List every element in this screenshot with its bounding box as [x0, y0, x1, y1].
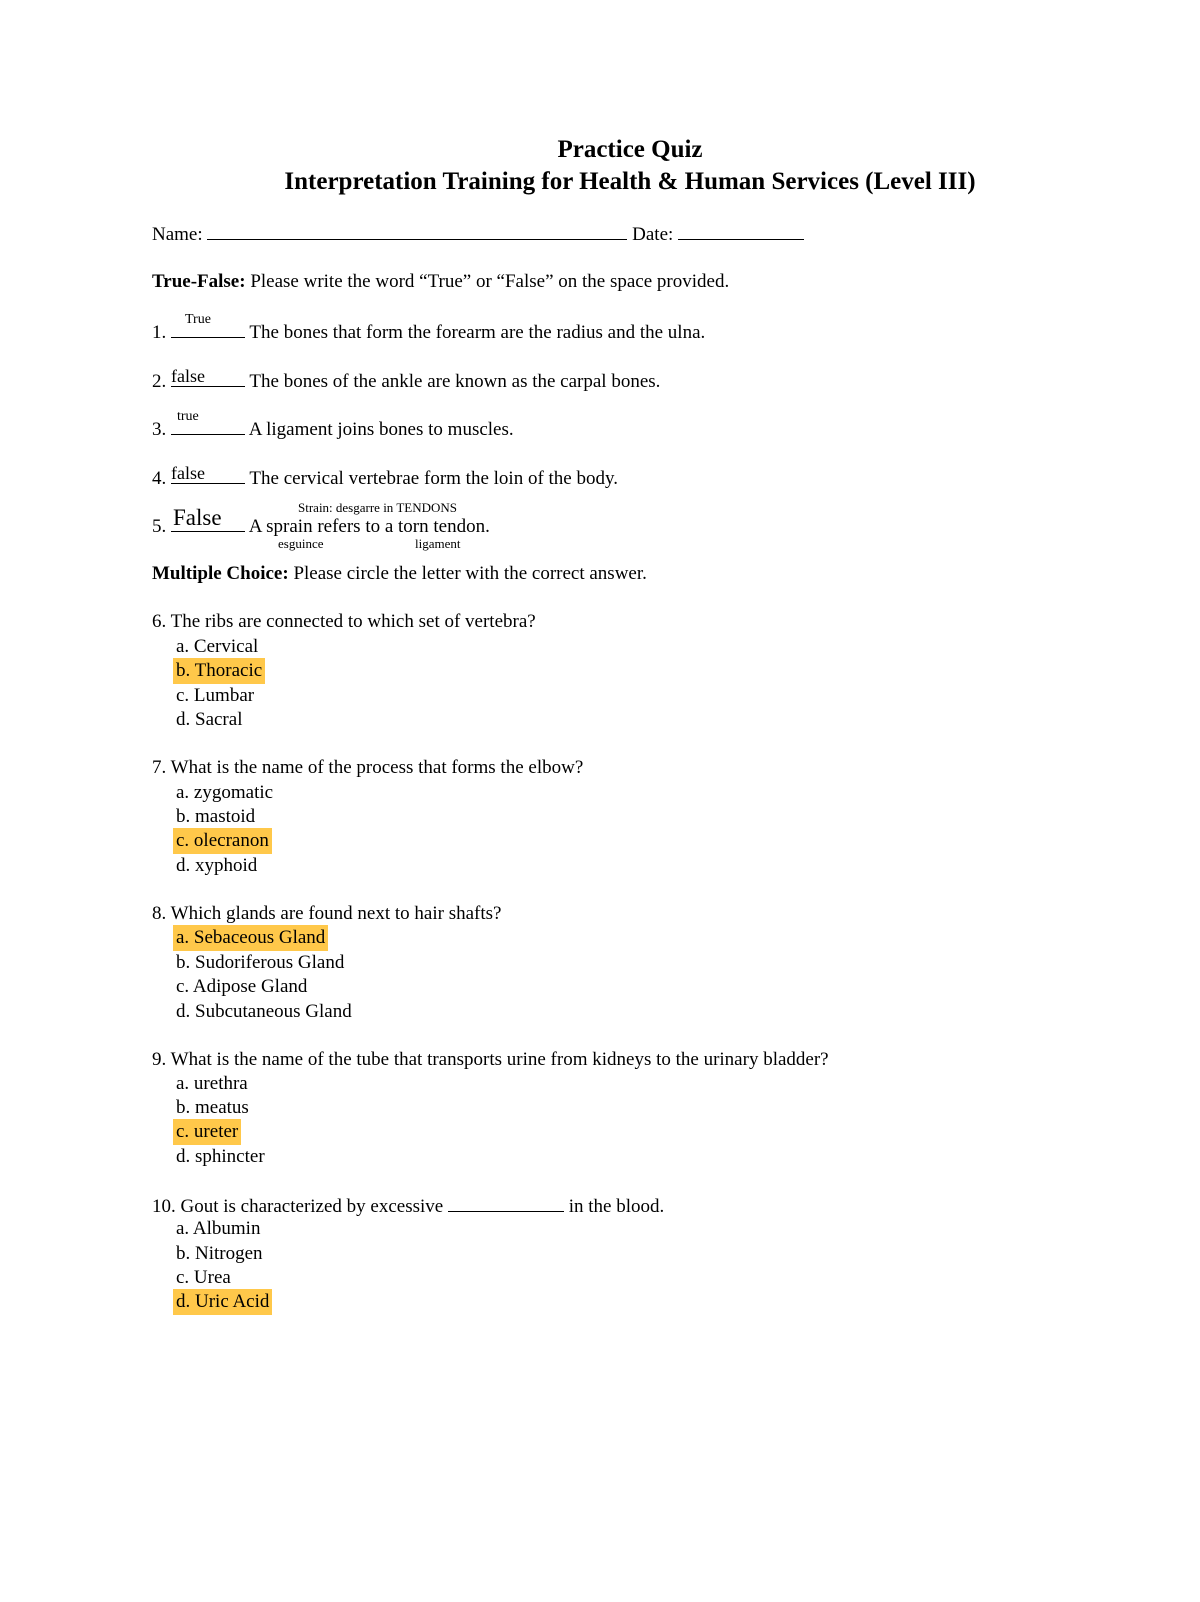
- tf-item-text: The bones of the ankle are known as the carpal bones.: [249, 371, 661, 392]
- name-field[interactable]: [207, 222, 627, 240]
- mc-option[interactable]: c. Lumbar: [176, 685, 255, 706]
- mc-option[interactable]: a. Cervical: [176, 636, 259, 657]
- tf-item-number: 1.: [152, 322, 167, 343]
- tf-item-text-c: refers to a torn: [317, 516, 429, 537]
- tf-answer: true: [177, 409, 199, 424]
- tf-item-1: [152, 312, 706, 344]
- date-field[interactable]: [678, 222, 804, 240]
- true-false-heading: True-False:: [152, 271, 246, 292]
- multiple-choice-instruction: Please circle the letter with the correct answer.: [293, 563, 647, 584]
- mc-question-blank[interactable]: [448, 1194, 564, 1212]
- mc-option-selected[interactable]: c. olecranon: [176, 830, 272, 852]
- tf-answer-blank[interactable]: [171, 366, 245, 387]
- tf-item-number: 4.: [152, 468, 167, 489]
- tf-item-text-b: sprain: [266, 516, 313, 537]
- date-label: Date:: [632, 224, 674, 245]
- mc-question-8: 8. Which glands are found next to hair shafts?: [152, 903, 502, 924]
- mc-option[interactable]: b. meatus: [176, 1097, 249, 1118]
- mc-option[interactable]: d. Subcutaneous Gland: [176, 1001, 352, 1022]
- mc-option-selected[interactable]: b. Thoracic: [176, 660, 265, 682]
- page-subtitle: Interpretation Training for Health & Human Services (Level III): [284, 168, 976, 195]
- mc-option[interactable]: a. Albumin: [176, 1218, 261, 1239]
- tf-answer: false: [171, 366, 205, 386]
- tf-item-2: [152, 366, 661, 393]
- esguince-note: esguince: [278, 536, 324, 551]
- mc-option[interactable]: c. Adipose Gland: [176, 976, 308, 997]
- tf-item-text: A ligament joins bones to muscles.: [248, 419, 514, 440]
- tf-answer: false: [171, 463, 205, 483]
- mc-option[interactable]: b. Sudoriferous Gland: [176, 952, 345, 973]
- tf-item-number: 5.: [152, 516, 167, 537]
- tf-item-text-a: A: [248, 516, 262, 537]
- name-label: Name:: [152, 224, 203, 245]
- tf-item-text: The bones that form the forearm are the radius and the ulna.: [249, 322, 706, 343]
- ligament-note: ligament: [415, 536, 461, 551]
- tf-item-text: The cervical vertebrae form the loin of the body.: [249, 468, 619, 489]
- mc-option[interactable]: a. urethra: [176, 1073, 248, 1094]
- name-date-row: [152, 222, 804, 246]
- mc-option[interactable]: d. xyphoid: [176, 855, 258, 876]
- mc-option[interactable]: b. Nitrogen: [176, 1243, 263, 1264]
- true-false-instruction: Please write the word “True” or “False” on the space provided.: [250, 271, 730, 292]
- mc-question-text-a: 10. Gout is characterized by excessive: [152, 1196, 444, 1217]
- tf-answer: True: [185, 312, 211, 327]
- mc-option-selected[interactable]: c. ureter: [176, 1121, 241, 1143]
- mc-option[interactable]: c. Urea: [176, 1267, 231, 1288]
- mc-option[interactable]: a. zygomatic: [176, 782, 274, 803]
- mc-question-7: 7. What is the name of the process that forms the elbow?: [152, 757, 584, 778]
- mc-option-selected[interactable]: d. Uric Acid: [176, 1291, 272, 1313]
- tf-item-number: 2.: [152, 371, 167, 392]
- mc-question-6: 6. The ribs are connected to which set of vertebra?: [152, 611, 536, 632]
- mc-question-10: [152, 1194, 664, 1218]
- tf-item-number: 3.: [152, 419, 167, 440]
- mc-option-selected[interactable]: a. Sebaceous Gland: [176, 927, 328, 949]
- tf-answer-blank[interactable]: [171, 463, 245, 484]
- tf-answer: False: [173, 505, 222, 530]
- tf-item-text-d: tendon.: [433, 516, 490, 537]
- tf-answer-blank[interactable]: [171, 409, 245, 435]
- strain-note: Strain: desgarre in TENDONS: [298, 500, 457, 515]
- mc-question-9: 9. What is the name of the tube that transports urine from kidneys to the urinary bladder?: [152, 1049, 829, 1070]
- tf-item-4: [152, 463, 619, 490]
- tf-answer-blank[interactable]: [171, 312, 245, 338]
- page-title: Practice Quiz: [557, 136, 703, 163]
- mc-option[interactable]: d. Sacral: [176, 709, 243, 730]
- true-false-instructions: [152, 271, 729, 293]
- multiple-choice-instructions: [152, 563, 647, 585]
- tf-item-3: [152, 409, 514, 441]
- mc-option[interactable]: b. mastoid: [176, 806, 256, 827]
- tf-answer-blank[interactable]: [171, 505, 245, 532]
- mc-option[interactable]: d. sphincter: [176, 1146, 265, 1167]
- mc-question-text-b: in the blood.: [568, 1196, 665, 1217]
- multiple-choice-heading: Multiple Choice:: [152, 563, 289, 584]
